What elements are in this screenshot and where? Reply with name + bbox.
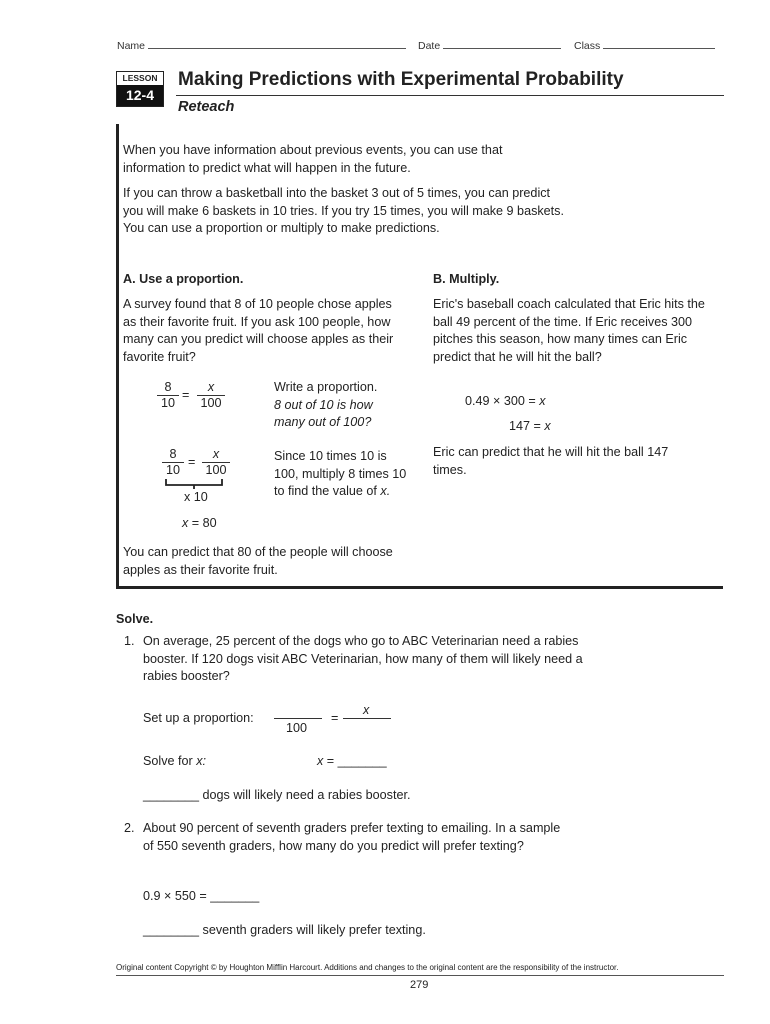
fraction-8-over-10-second: $\frac{8}{10}$ — [162, 447, 184, 478]
fraction-8-over-10: $\frac{8}{10}$ — [157, 380, 179, 411]
class-label: Class — [574, 40, 601, 52]
times-ten-label: x 10 — [184, 490, 208, 504]
section-b-problem: Eric's baseball coach calculated that Eric hits the ball 49 percent of the time. If Eric receives 300 pitches this season, how many times can Eric predict that he will hit the ball? — [433, 297, 705, 364]
numerator-x: x — [363, 703, 370, 717]
section-b-conclusion: Eric can predict that he will hit the ball 147 times. — [433, 445, 669, 477]
question-2-answer-line[interactable]: ________ seventh graders will likely prefer texting. — [143, 923, 426, 937]
question-1-text: On average, 25 percent of the dogs who go to ABC Veterinarian need a rabies booster. If 120 dogs visit ABC Veterinarian, how many of them will likely need a rabies booster? — [143, 634, 583, 684]
footer-rule — [116, 975, 724, 976]
section-b-heading: B. Multiply. — [433, 272, 500, 286]
box-left-border — [116, 124, 119, 589]
x-answer-blank[interactable]: x = _______ — [317, 754, 387, 768]
solve-heading: Solve. — [116, 612, 154, 626]
page-number: 279 — [410, 979, 429, 991]
lesson-number: 12-4 — [117, 85, 163, 106]
numerator-blank-1[interactable] — [274, 718, 322, 719]
note-multiply: Since 10 times 10 is 100, multiply 8 times 10 to find the value of x. — [274, 449, 407, 499]
setup-proportion-label: Set up a proportion: — [143, 711, 254, 725]
box-bottom-border — [116, 586, 723, 589]
result-x-equals-80: x = 80 — [182, 516, 217, 530]
question-2-text: About 90 percent of seventh graders prefer texting to emailing. In a sample of 550 seventh graders, how many do you predict will prefer texting? — [143, 821, 561, 853]
page-subtitle: Reteach — [178, 99, 235, 115]
copyright-notice: Original content Copyright © by Houghton Mifflin Harcourt. Additions and changes to the original content are the responsibility of the instructor. — [116, 963, 619, 972]
fraction-bar-2 — [343, 718, 391, 719]
class-field[interactable] — [574, 38, 715, 52]
equals-sign-second: = — [188, 455, 196, 469]
equation-147-equals-x: 147 = x — [509, 419, 551, 433]
name-label: Name — [117, 40, 146, 52]
page-title: Making Predictions with Experimental Probability — [178, 69, 624, 90]
fraction-x-over-100-second: $\frac{x}{100}$ — [202, 447, 230, 478]
solve-for-x-label: Solve for x: — [143, 754, 206, 768]
section-a-conclusion: You can predict that 80 of the people will choose apples as their favorite fruit. — [123, 545, 393, 577]
intro-paragraph-2: If you can throw a basketball into the basket 3 out of 5 times, you can predict you will make 6 baskets in 10 tries. If you try 15 times, you will make 9 baskets. You can use a proportion or multiply to make predictions. — [123, 186, 564, 236]
equals-sign-q1: = — [331, 711, 339, 725]
section-a-problem: A survey found that 8 of 10 people chose apples as their favorite fruit. If you ask 100 people, how many can you predict will choose apples as their favorite fruit? — [123, 297, 394, 364]
date-label: Date — [418, 40, 441, 52]
equals-sign: = — [182, 388, 190, 402]
name-blank[interactable] — [148, 38, 406, 49]
note-write-proportion: Write a proportion. 8 out of 10 is how many out of 100? — [274, 380, 378, 430]
intro-paragraph-1: When you have information about previous events, you can use that information to predict what will happen in the future. — [123, 143, 503, 175]
equation-0-49-times-300: 0.49 × 300 = x — [465, 394, 546, 408]
section-a-heading: A. Use a proportion. — [123, 272, 244, 286]
class-blank[interactable] — [603, 38, 715, 49]
lesson-badge — [116, 71, 164, 107]
name-field[interactable] — [117, 38, 406, 52]
date-field[interactable] — [418, 38, 561, 52]
lesson-badge-label: LESSON — [117, 72, 163, 85]
question-1-number: 1. — [124, 634, 135, 648]
question-1-answer-line[interactable]: ________ dogs will likely need a rabies booster. — [143, 788, 411, 802]
question-2-number: 2. — [124, 821, 135, 835]
date-blank[interactable] — [443, 38, 561, 49]
title-rule — [176, 95, 724, 96]
fraction-x-over-100: $\frac{x}{100}$ — [197, 380, 225, 411]
denominator-100: 100 — [286, 721, 308, 735]
question-2-equation[interactable]: 0.9 × 550 = _______ — [143, 889, 260, 903]
denominator-blank-2[interactable] — [345, 720, 389, 735]
